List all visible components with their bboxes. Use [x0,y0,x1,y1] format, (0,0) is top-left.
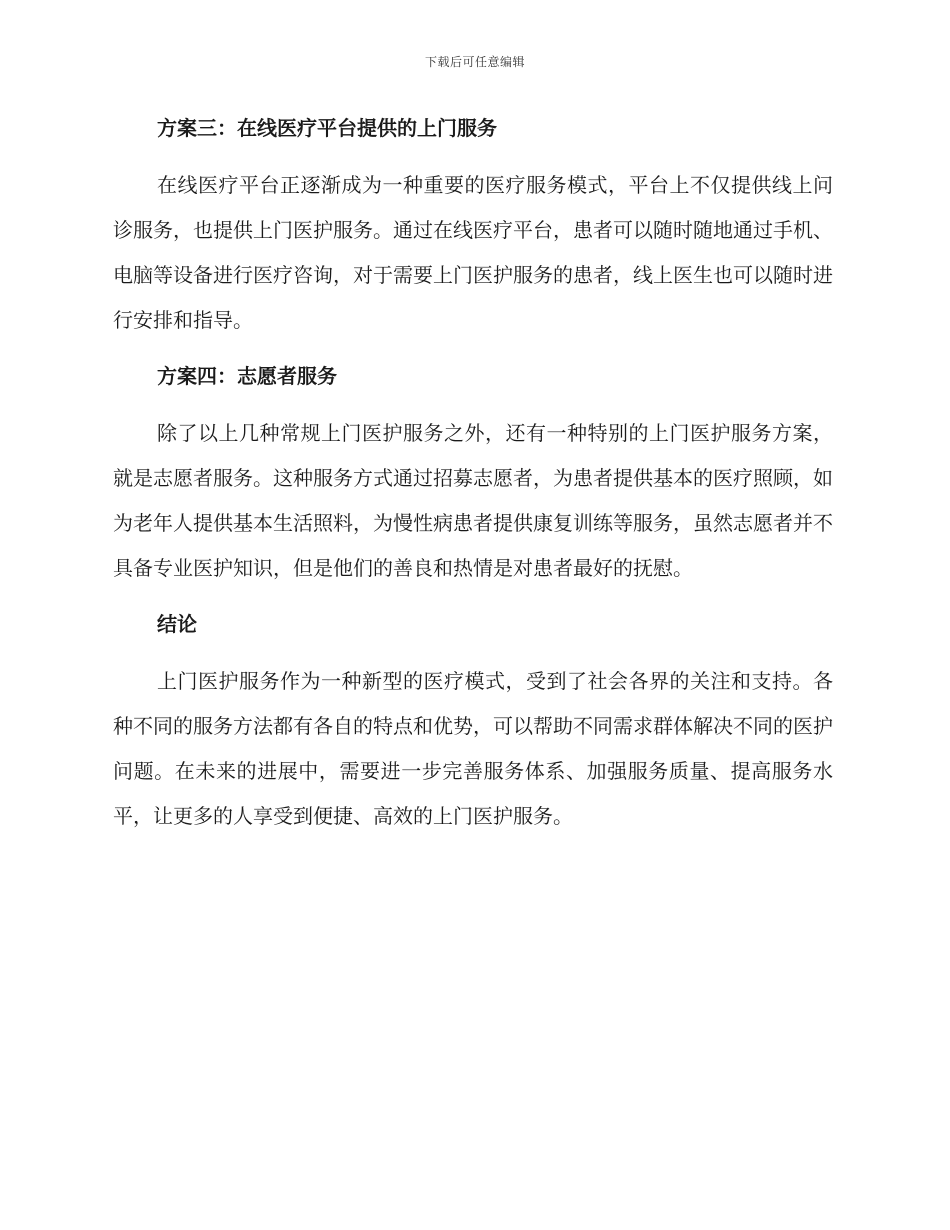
section-paragraph: 在线医疗平台正逐渐成为一种重要的医疗服务模式，平台上不仅提供线上问诊服务，也提供上门医护服务。通过在线医疗平台，患者可以随时随地通过手机、电脑等设备进行医疗咨询，对于需要上门医护服务的患者，线上医生也可以随时进行安排和指导。 [113,173,833,332]
section-heading: 方案三：在线医疗平台提供的上门服务 [157,116,497,140]
document-body [113,109,833,839]
section-heading: 结论 [157,612,197,636]
page-header: 下载后可任意编辑 [424,55,525,69]
section-heading: 方案四：志愿者服务 [157,364,337,388]
section-paragraph: 除了以上几种常规上门医护服务之外，还有一种特别的上门医护服务方案，就是志愿者服务。这种服务方式通过招募志愿者，为患者提供基本的医疗照顾，如为老年人提供基本生活照料，为慢性病患者提供康复训练等服务，虽然志愿者并不具备专业医护知识，但是他们的善良和热情是对患者最好的抚慰。 [113,421,833,580]
section-paragraph: 上门医护服务作为一种新型的医疗模式，受到了社会各界的关注和支持。各种不同的服务方法都有各自的特点和优势，可以帮助不同需求群体解决不同的医护问题。在未来的进展中，需要进一步完善服务体系、加强服务质量、提高服务水平，让更多的人享受到便捷、高效的上门医护服务。 [113,669,833,828]
